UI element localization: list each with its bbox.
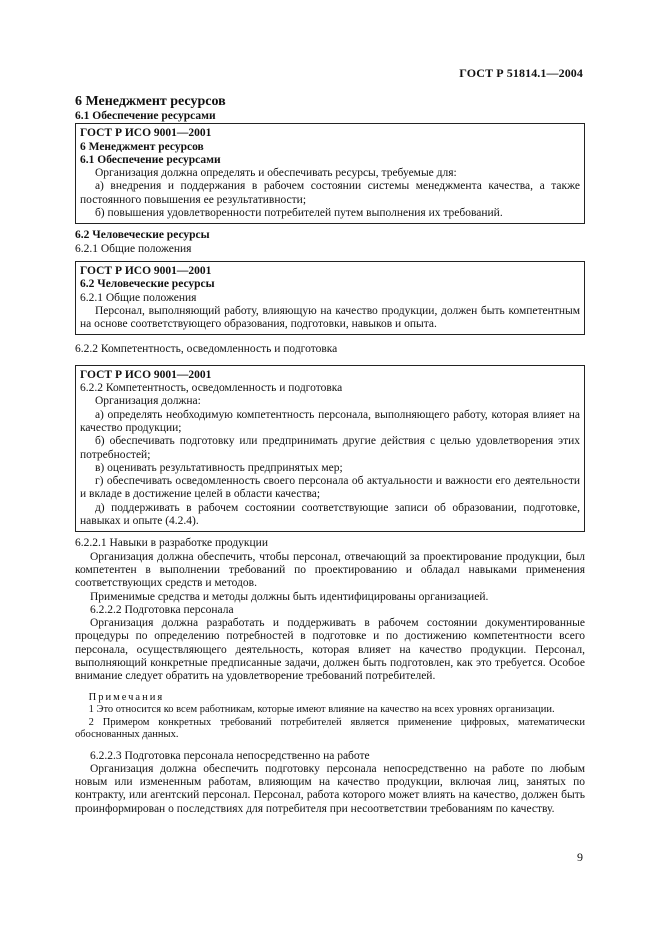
notes-title: Примечания <box>88 691 165 703</box>
box1-item-b: б) повышения удовлетворенности потребителей путем выполнения их требований. <box>94 207 503 220</box>
clause-6-2-2-1-title: 6.2.2.1 Навыки в разработке продукции <box>75 537 268 550</box>
box1-standard: ГОСТ Р ИСО 9001—2001 <box>80 127 212 140</box>
box3-item-a: а) определять необходимую компетентность персонала, выполняющего работу, которая влияет на качество продукции; <box>80 408 580 434</box>
clause-6-2-2-3-text: Организация должна обеспечить подготовку персонала непосредственно на работе по любым новым или измененным работам, влияющим на качество продукции, включая лиц, занятых по контракту, или агентский персонал. Персонал, работа которого может влиять на качество, должен быть проинформирован о последствиях для потребителя при несоответствии требованиям по качеству. <box>75 762 585 815</box>
box3-standard: ГОСТ Р ИСО 9001—2001 <box>80 368 212 381</box>
clause-6-2-2-1-text: Организация должна обеспечить, чтобы персонал, отвечающий за проектирование продукции, был компетентен в выполнении требований по проектированию и обладал навыками применения соответствующих средств и методов. <box>75 550 585 590</box>
clause-6-2-2-2-text: Организация должна разработать и поддерживать в рабочем состоянии документированные процедуры по определению потребностей в подготовке и по достижению компетентности всего персонала, осуществляющего деятельность, которая влияет на качество продукции. Персонал, выполняющий конкретные предписанные задачи, должен быть подготовлен, как это требуется. Особое внимание следует обратить на удовлетворение требований потребителей. <box>75 617 585 683</box>
standard-header: ГОСТ Р 51814.1—2004 <box>459 66 583 80</box>
box3-item-d: г) обеспечивать осведомленность своего персонала об актуальности и важности его деятельности и вкладе в достижение целей в области качества; <box>80 475 580 501</box>
quote-box-iso-6-2-2 <box>75 365 585 533</box>
box3-intro: Организация должна: <box>94 395 201 408</box>
clause-6-2-2-2-title: 6.2.2.2 Подготовка персонала <box>89 603 234 616</box>
subsection-6-2-2-title: 6.2.2 Компетентность, осведомленность и подготовка <box>75 343 338 356</box>
box1-heading-6: 6 Менеджмент ресурсов <box>80 140 204 153</box>
box1-paragraph: Организация должна определять и обеспечивать ресурсы, требуемые для: <box>94 167 457 180</box>
box3-item-b: б) обеспечивать подготовку или предпринимать другие действия с целью удовлетворения этих потребностей; <box>80 435 580 461</box>
section-title: 6 Менеджмент ресурсов <box>75 94 226 109</box>
note-2: 2 Примером конкретных требований потребителей является применение цифровых, математически обоснованных данных. <box>75 716 585 741</box>
box1-item-a: а) внедрения и поддержания в рабочем состоянии системы менеджмента качества, а также постоянного повышения ее результативности; <box>80 180 580 206</box>
quote-box-iso-6-1 <box>75 123 585 224</box>
box2-paragraph: Персонал, выполняющий работу, влияющую на качество продукции, должен быть компетентным на основе соответствующего образования, подготовки, навыков и опыта. <box>80 304 580 331</box>
subsection-6-1-title: 6.1 Обеспечение ресурсами <box>75 110 216 122</box>
clause-6-2-2-1-text-2: Применимые средства и методы должны быть идентифицированы организацией. <box>89 590 489 603</box>
note-1: 1 Это относится ко всем работникам, которые имеют влияние на качество на всех уровнях организации. <box>88 704 555 716</box>
box3-item-e: д) поддерживать в рабочем состоянии соответствующие записи об образовании, подготовке, навыках и опыте (4.2.4). <box>80 501 580 528</box>
subsection-6-2-1-item: 6.2.1 Общие положения <box>75 242 192 255</box>
box2-heading-6-2-1: 6.2.1 Общие положения <box>80 291 197 304</box>
subsection-6-2-title: 6.2 Человеческие ресурсы <box>75 229 210 242</box>
box3-item-c: в) оценивать результативность предпринятых мер; <box>94 461 343 474</box>
page-content <box>75 94 585 816</box>
quote-box-iso-6-2 <box>75 261 585 335</box>
page-number: 9 <box>577 850 583 864</box>
box3-heading-6-2-2: 6.2.2 Компетентность, осведомленность и подготовка <box>80 382 343 395</box>
box2-standard: ГОСТ Р ИСО 9001—2001 <box>80 264 212 277</box>
clause-6-2-2-3-title: 6.2.2.3 Подготовка персонала непосредственно на работе <box>89 749 370 762</box>
box2-heading-6-2: 6.2 Человеческие ресурсы <box>80 278 215 291</box>
box1-heading-6-1: 6.1 Обеспечение ресурсами <box>80 153 221 166</box>
notes-block <box>75 692 585 742</box>
